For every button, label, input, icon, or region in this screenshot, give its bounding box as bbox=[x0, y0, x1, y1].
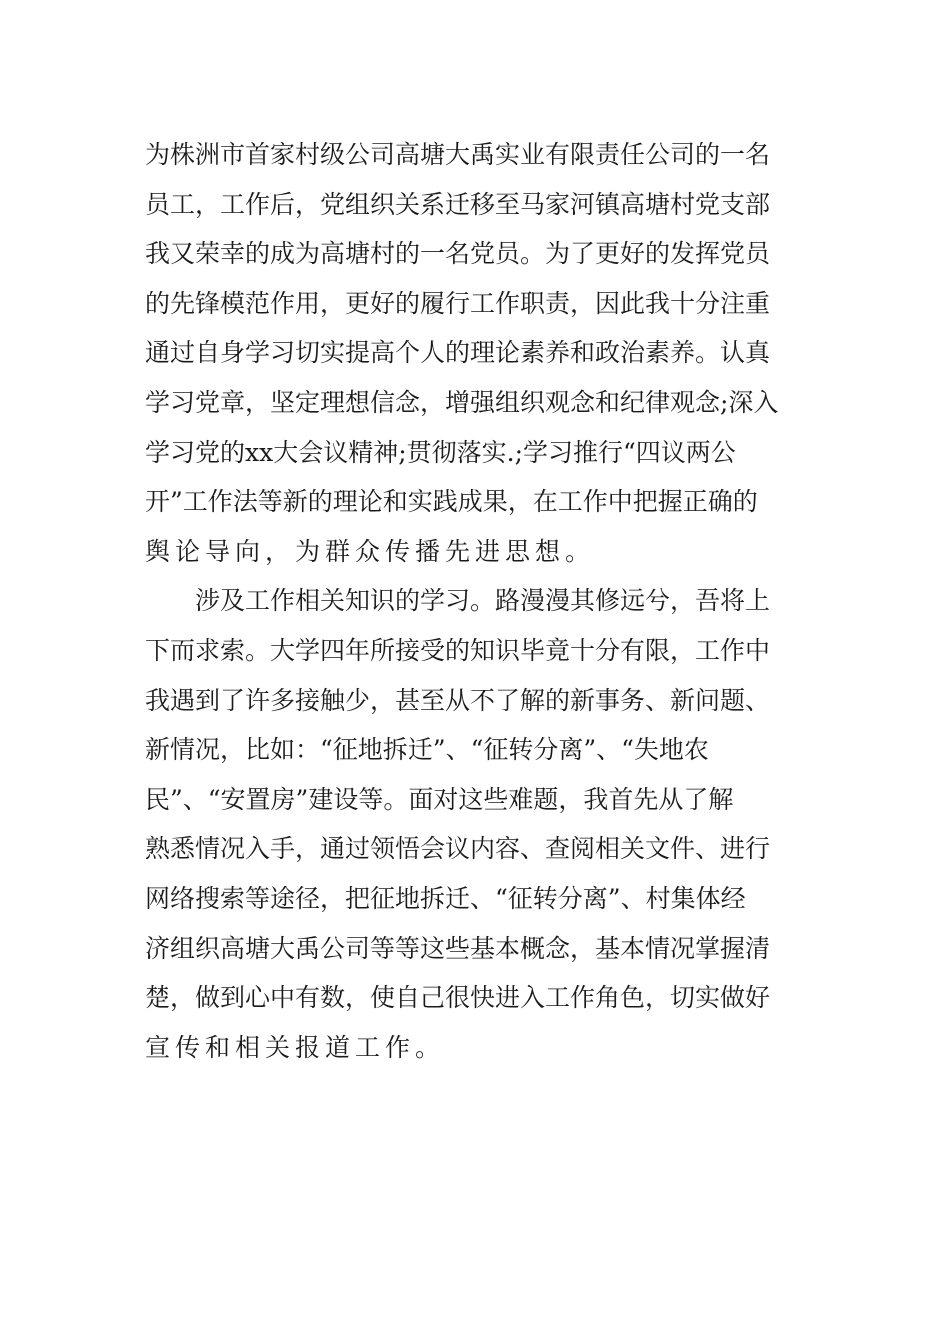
text-line: 舆论导向，为群众传播先进思想。 bbox=[145, 536, 596, 566]
text-line: 民”、“安置房”建设等。面对这些难题，我首先从了解 bbox=[145, 784, 734, 814]
body-text bbox=[145, 130, 810, 1072]
text-line: 网络搜索等途径，把征地拆迁、“征转分离”、村集体经 bbox=[145, 883, 746, 913]
text-line: 熟悉情况入手，通过领悟会议内容、查阅相关文件、进行 bbox=[145, 834, 771, 864]
text-line: 宣传和相关报道工作。 bbox=[145, 1032, 446, 1062]
text-line: 楚，做到心中有数，使自己很快进入工作角色，切实做好 bbox=[145, 983, 771, 1013]
text-line: 涉及工作相关知识的学习。路漫漫其修远兮，吾将上 bbox=[145, 586, 771, 616]
text-line: 开”工作法等新的理论和实践成果，在工作中把握正确的 bbox=[145, 487, 758, 517]
text-line: 的先锋模范作用，更好的履行工作职责，因此我十分注重 bbox=[145, 288, 771, 318]
text-line: 学习党章，坚定理想信念，增强组织观念和纪律观念;深入 bbox=[145, 387, 779, 417]
text-line: 学习党的xx大会议精神;贯彻落实.;学习推行“四议两公 bbox=[145, 437, 736, 467]
text-line: 济组织高塘大禹公司等等这些基本概念，基本情况掌握清 bbox=[145, 933, 771, 963]
text-line: 我遇到了许多接触少，甚至从不了解的新事务、新问题、 bbox=[145, 685, 771, 715]
text-line: 为株洲市首家村级公司高塘大禹实业有限责任公司的一名 bbox=[145, 140, 771, 169]
text-line: 员工，工作后，党组织关系迁移至马家河镇高塘村党支部 bbox=[145, 189, 771, 219]
text-line: 新情况，比如：“征地拆迁”、“征转分离”、“失地农 bbox=[145, 735, 709, 765]
paragraph-2 bbox=[145, 576, 810, 1072]
text-line: 通过自身学习切实提高个人的理论素养和政治素养。认真 bbox=[145, 338, 771, 368]
text-line: 我又荣幸的成为高塘村的一名党员。为了更好的发挥党员 bbox=[145, 239, 771, 269]
paragraph-1 bbox=[145, 130, 810, 576]
text-line: 下而求索。大学四年所接受的知识毕竟十分有限，工作中 bbox=[145, 635, 771, 665]
